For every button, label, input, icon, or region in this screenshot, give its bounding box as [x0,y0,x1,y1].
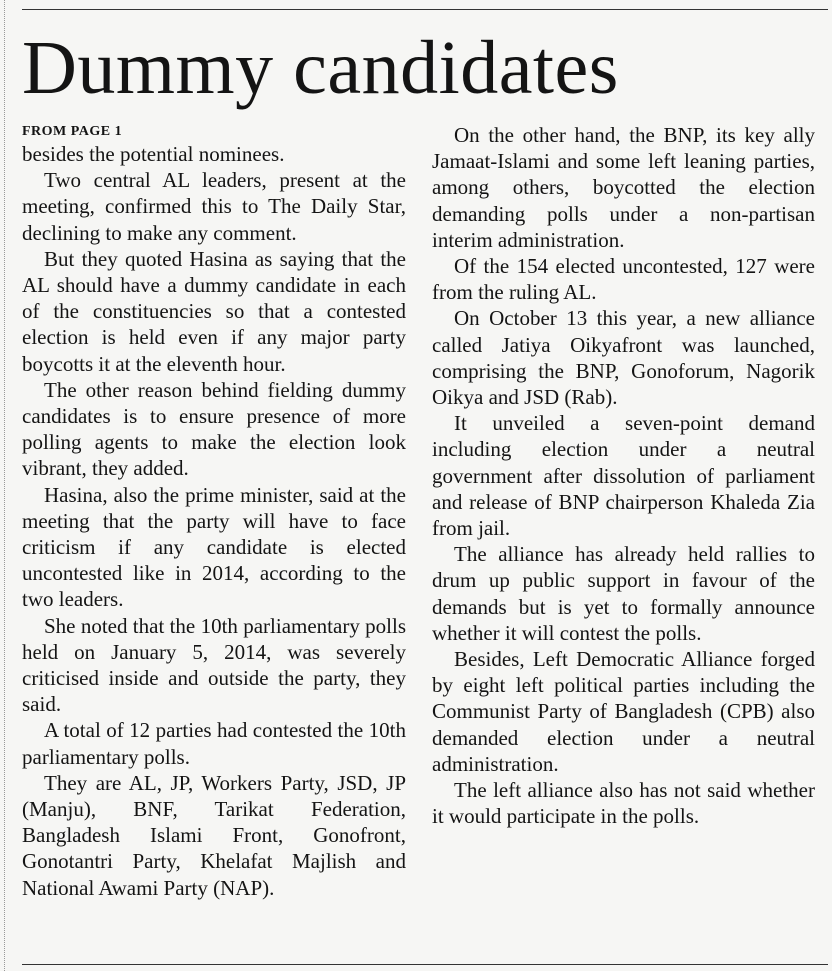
paragraph: But they quoted Hasina as saying that the AL should have a dummy candidate in each of the constituencies so that a contested election is held even if any major party boycotts it at the eleventh hour. [22,246,406,376]
bottom-rule [22,964,828,965]
headline: Dummy candidates [22,26,619,110]
top-rule [22,9,828,10]
paragraph: The left alliance also has not said whether it would participate in the polls. [432,778,815,829]
paragraph: It unveiled a seven-point demand including election under a neutral government after dissolution of parliament and release of BNP chairperson Khaleda Zia from jail. [432,411,815,541]
paragraph: Two central AL leaders, present at the meeting, confirmed this to The Daily Star, declining to make any comment. [22,168,406,245]
paragraph: Besides, Left Democratic Alliance forged by eight left political parties including the Communist Party of Bangladesh (CPB) also demanded election under a neutral administration. [432,647,815,776]
paragraph: Hasina, also the prime minister, said at the meeting that the party will have to face criticism if any candidate is elected uncontested like in 2014, according to the two leaders. [22,482,406,612]
paragraph: Of the 154 elected uncontested, 127 were from the ruling AL. [432,254,815,305]
continuation-kicker: FROM PAGE 1 [22,124,123,139]
paragraph: A total of 12 parties had contested the 10th parliamentary polls. [22,718,406,769]
left-column [22,122,406,901]
paragraph: The alliance has already held rallies to drum up public support in favour of the demands but is yet to formally announce whether it will contest the polls. [432,542,815,645]
paragraph: On October 13 this year, a new alliance called Jatiya Oikyafront was launched, comprising the BNP, Gonoforum, Nagorik Oikya and JSD (Rab). [432,306,815,410]
paragraph: besides the potential nominees. [22,142,285,166]
paragraph: On the other hand, the BNP, its key ally Jamaat-Islami and some left leaning parties, among others, boycotted the election demanding polls under a non-partisan interim administration. [432,123,815,252]
page-fold-edge [4,0,5,971]
right-column [432,122,815,829]
paragraph: They are AL, JP, Workers Party, JSD, JP (Manju), BNF, Tarikat Federation, Bangladesh Islami Front, Gonofront, Gonotantri Party, Khelafat Majlish and National Awami Party (NAP). [22,770,406,900]
paragraph: The other reason behind fielding dummy candidates is to ensure presence of more polling agents to make the election look vibrant, they added. [22,377,406,481]
paragraph: She noted that the 10th parliamentary polls held on January 5, 2014, was severely criticised inside and outside the party, they said. [22,613,406,717]
